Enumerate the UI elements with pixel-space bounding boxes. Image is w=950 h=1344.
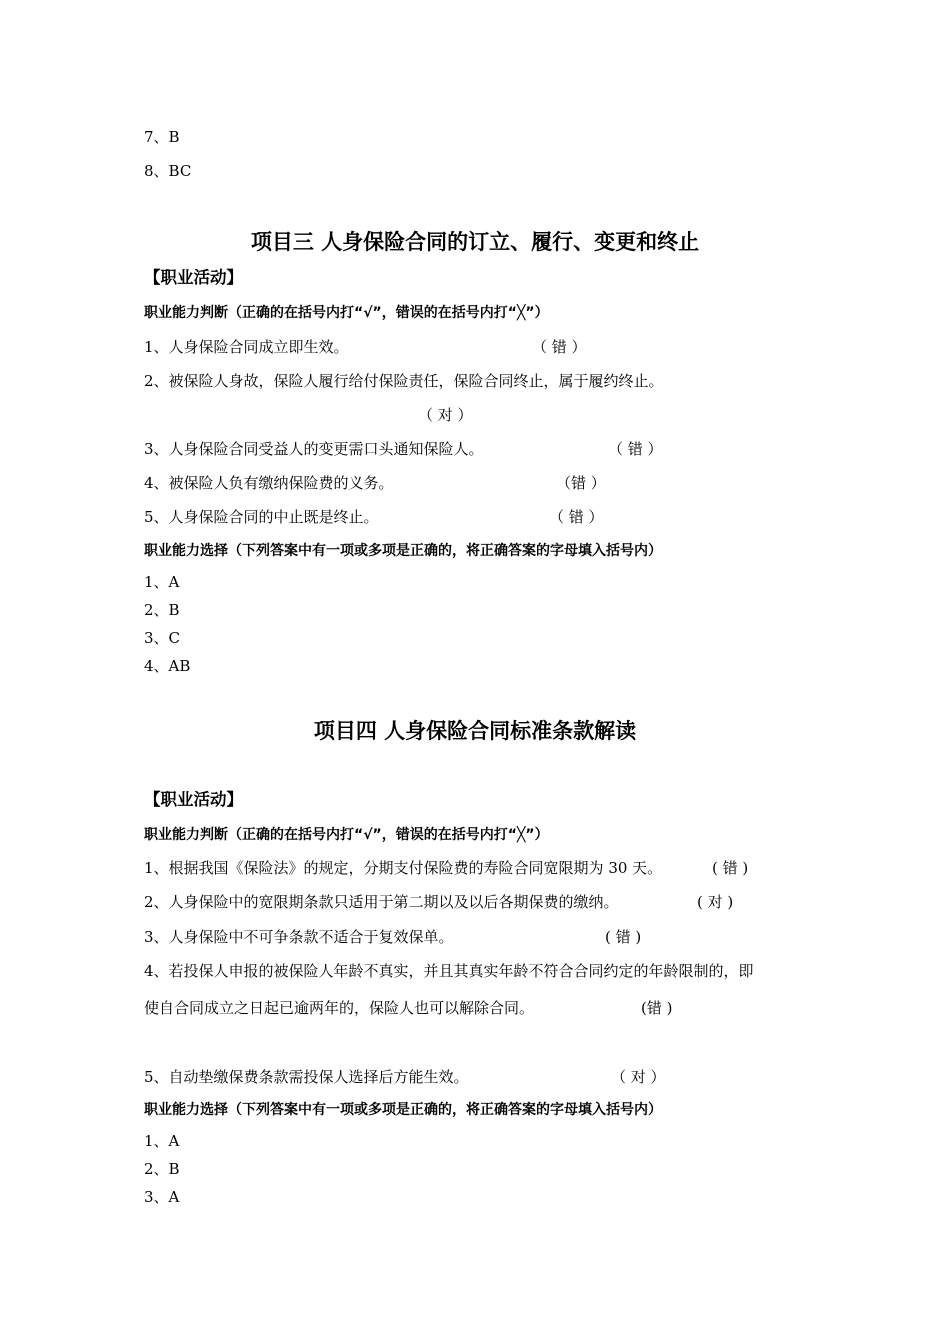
judge-answer: ( 错 ) xyxy=(712,859,749,877)
choice-heading: 职业能力选择（下列答案中有一项或多项是正确的，将正确答案的字母填入括号内） xyxy=(144,543,662,559)
judge-heading: 职业能力判断（正确的在括号内打“√”，错误的在括号内打“╳”） xyxy=(144,305,549,321)
judge-item: 3、人身保险中不可争条款不适合于复效保单。 xyxy=(144,928,454,946)
judge-answer: （ 错 ） xyxy=(549,508,604,526)
judge-answer: （ 对 ） xyxy=(418,406,473,424)
judge-answer: （错 ） xyxy=(556,474,606,492)
choice-item: 2、B xyxy=(144,601,180,619)
section-title: 项目四 人身保险合同标准条款解读 xyxy=(313,719,637,743)
judge-item: 4、被保险人负有缴纳保险费的义务。 xyxy=(144,474,394,492)
activity-heading: 【职业活动】 xyxy=(144,790,243,809)
choice-item: 3、A xyxy=(144,1188,180,1206)
choice-heading: 职业能力选择（下列答案中有一项或多项是正确的，将正确答案的字母填入括号内） xyxy=(144,1102,662,1118)
judge-answer: （ 错 ） xyxy=(532,338,587,356)
judge-answer: （ 错 ） xyxy=(608,440,663,458)
judge-item: 1、人身保险合同成立即生效。 xyxy=(144,338,349,356)
judge-item: 4、若投保人申报的被保险人年龄不真实，并且其真实年龄不符合合同约定的年龄限制的，即 xyxy=(144,962,754,980)
choice-item: 1、A xyxy=(144,573,180,591)
judge-answer: ( 对 ) xyxy=(697,893,734,911)
judge-answer: (错 ) xyxy=(641,999,673,1017)
judge-item: 2、人身保险中的宽限期条款只适用于第二期以及以后各期保费的缴纳。 xyxy=(144,893,619,911)
choice-item: 2、B xyxy=(144,1160,180,1178)
judge-answer: ( 错 ) xyxy=(605,928,642,946)
judge-item-continued: 使自合同成立之日起已逾两年的，保险人也可以解除合同。 xyxy=(144,999,535,1017)
choice-item: 3、C xyxy=(144,629,181,647)
judge-item: 5、人身保险合同的中止既是终止。 xyxy=(144,508,379,526)
judge-heading: 职业能力判断（正确的在括号内打“√”，错误的在括号内打“╳”） xyxy=(144,827,549,843)
judge-item: 3、人身保险合同受益人的变更需口头通知保险人。 xyxy=(144,440,484,458)
answer-line: 8、BC xyxy=(144,162,192,180)
choice-item: 4、AB xyxy=(144,657,191,675)
activity-heading: 【职业活动】 xyxy=(144,268,243,287)
judge-item: 2、被保险人身故，保险人履行给付保险责任，保险合同终止，属于履约终止。 xyxy=(144,372,664,390)
choice-item: 1、A xyxy=(144,1132,180,1150)
judge-item: 1、根据我国《保险法》的规定，分期支付保险费的寿险合同宽限期为 30 天。 xyxy=(144,859,663,877)
judge-answer: （ 对 ） xyxy=(611,1068,666,1086)
judge-item: 5、自动垫缴保费条款需投保人选择后方能生效。 xyxy=(144,1068,469,1086)
section-title: 项目三 人身保险合同的订立、履行、变更和终止 xyxy=(250,230,700,254)
answer-line: 7、B xyxy=(144,128,180,146)
